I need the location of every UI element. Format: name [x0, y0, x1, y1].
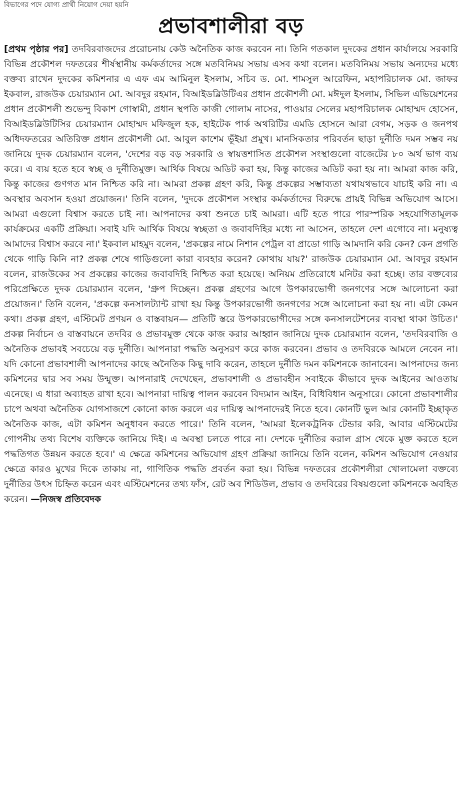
headline: প্রভাবশালীরা বড় — [158, 14, 304, 38]
article-paragraph: তদবিরবাজদের প্ররোচনায় কেউ অনৈতিক কাজ করবেন না। তিনি গতকাল দুদকের প্রধান কার্যালয়ে সরকারি বিভিন্ন প্রকৌশল দফতরের শীর্ষস্থানীয় কর্মকর্তাদের সঙ্গে মতবিনিময় সভায় এসব কথা বলেন। মতবিনিময় সভায় অন্যদের মধ্যে বক্তব্য রাখেন দুদকের কমিশনার এ এফ এম আমিনুল ইসলাম, সচিব ড. মো. শামসুল আরেফিন, মহাপরিচালক মো. জাফর ইকবাল, রাজউক চেয়ারম্যান মো. আবদুর রহমান, বিআইডব্লিউটিএর প্রধান প্রকৌশলী মো. মঈদুল ইসলাম, সিভিল এভিয়েশনের প্রধান প্রকৌশলী শুভেন্দু বিকাশ গোস্বামী, প্রধান স্থপতি কাজী গোলাম নাসের, পাওয়ার সেলের মহাপরিচালক মোহাম্মদ হোসেন, বিআইডব্লিউটিসির চেয়ারম্যান মোহাম্মদ মফিজুল হক, হাইটেক পার্ক অথরিটির এমডি হোসনে আরা বেগম, সড়ক ও জনপথ অধিদফতরের অতিরিক্ত প্রধান প্রকৌশলী মো. আবুল কাশেম ভূঁইয়া প্রমুখ। মানসিকতার পরিবর্তন ছাড়া দুর্নীতি দমন সম্ভব নয় জানিয়ে দুদক চেয়ারম্যান বলেন, 'দেশের বড় বড় সরকারি ও স্বায়ত্তশাসিত প্রকৌশল সংস্থাগুলো বাজেটের ৮০ অর্থ ভাগ ব্যয় করে। এ ব্যয় হতে হবে স্বচ্ছ ও দুর্নীতিমুক্ত। আর্থিক বিষয়ে অডিট করা হয়, কিন্তু কাজের অডিট করা হয় না। আমরা কাজ করি, কিন্তু কাজের গুণগত মান নিশ্চিত করি না। আমরা প্রকল্প গ্রহণ করি, কিন্তু প্রকল্পের সম্ভাব্যতা যথাযথভাবে যাচাই করি না। এ অবস্থার অবসান হওয়া প্রয়োজন।' তিনি বলেন, 'দুদকে প্রকৌশল সংস্থার কর্মকর্তাদের বিরুদ্ধে প্রায়ই বিভিন্ন অভিযোগ আসে। আমরা এগুলো বিশ্বাস করতে চাই না। আপনাদের কথা শুনতে চাই আমরা। এটি হতে পারে পারস্পরিক সহযোগিতামূলক কার্যক্রমের একটি প্রক্রিয়া। সবাই যদি আর্থিক বিষয়ে স্বচ্ছতা ও জবাবদিহির মধ্যে না আসেন, তাহলে দেশ এগোবে না। মনুষ্যত্ব আমাদের বিশ্বাস করবে না।' ইকবাল মাহমুদ বলেন, 'প্রকল্পের নামে নিশান পেট্রল বা প্রাডো গাড়ি আমদানি করি কেন? কেন প্রগতি থেকে গাড়ি কিনি না? প্রকল্প শেষে গাড়িগুলো কারা ব্যবহার করেন? কোথায় যায়?' রাজউক চেয়ারম্যান মো. আবদুর রহমান বলেন, রাজউকের সব প্রকল্পের কাজের জবাবদিহি নিশ্চিত করা হয়েছে। অনিয়ম প্রতিরোধে মনিটর করা হচ্ছে। তার বক্তব্যের পরিপ্রেক্ষিতে দুদক চেয়ারম্যান বলেন, 'গ্রুপ দিচ্ছেন। প্রকল্প গ্রহণের আগে উপকারভোগী জনগণের সঙ্গে আলোচনা করা প্রয়োজন।' তিনি বলেন, 'প্রকল্পে কনসালট্যান্ট রাখা হয় কিন্তু উপকারভোগী জনগণের সঙ্গে আলোচনা করা হয় না। এটা কেমন কথা। প্রকল্প গ্রহণ, এস্টিমেট প্রণয়ন ও বাস্তবায়ন— প্রতিটি স্তরে উপকারভোগীদের সঙ্গে কনসালটেশনের ব্যবস্থা থাকা উচিত।' প্রকল্প নির্বাচন ও বাস্তবায়নে তদবির ও প্রভাবমুক্ত থেকে কাজ করার আহ্বান জানিয়ে দুদক চেয়ারম্যান বলেন, 'তদবিরবাজি ও অনৈতিক প্রভাবই সবচেয়ে বড় দুর্নীতি। আপনারা পদ্ধতি অনুসরণ করে কাজ করবেন। প্রভাব ও তদবিরকে আমলে নেবেন না। যদি কোনো প্রভাবশালী আপনাদের কাছে অনৈতিক কিছু দাবি করেন, তাহলে দুর্নীতি দমন কমিশনকে জানাবেন। আপনাদের জন্য কমিশনের দ্বার সব সময় উন্মুক্ত। আপনারাই দেখেছেন, প্রভাবশালী ও প্রভাবহীন সবাইকে কীভাবে দুদক আইনের আওতায় এনেছে। এ ধারা অব্যাহত রাখা হবে। আপনারা দায়িত্ব পালন করবেন বিদ্যমান আইন, বিধিবিধান অনুসারে। কোনো প্রভাবশালীর চাপে অথবা অনৈতিক যোগসাজশে কোনো কাজ করলে এর দায়িত্ব আপনাদেরই নিতে হবে। কোনটি ভুল আর কোনটি ইচ্ছাকৃত অনৈতিক কাজ, এটা কমিশন অনুধাবন করতে পারে।' তিনি বলেন, 'আমরা ইলেকট্রনিক টেন্ডার করি, আবার এস্টিমেটের গোপনীয় তথ্য বিশেষ ব্যক্তিকে জানিয়ে দিই। এ অবস্থা চলতে পারে না। দেশকে দুর্নীতির করাল গ্রাস থেকে মুক্ত করতে হলে পদ্ধতিগত উন্নয়ন করতে হবে।' এ ক্ষেত্রে কমিশনের অভিযোগ গ্রহণ প্রক্রিয়া জানিয়ে তিনি বলেন, কমিশন অভিযোগ নেওয়ার ক্ষেত্রে কারও মুখের দিকে তাকায় না, গাণিতিক পদ্ধতি প্রবর্তন করা হয়। বিভিন্ন দফতরের প্রকৌশলীরা খোলামেলা বক্তব্যে দুর্নীতির উৎস চিহ্নিত করেন এবং এস্টিমেশনের তথ্য ফাঁস, রেট অব শিডিউল, প্রভাব ও তদবিরের বিষয়গুলো কমিশনকে অবহিত করেন। — [4, 44, 459, 505]
article-body — [4, 42, 458, 507]
continuation-marker: [প্রথম পৃষ্ঠার পর] — [4, 44, 72, 55]
previous-article-fragment: বিভাগের পদে যোগ্য প্রার্থী নিয়োগ দেয়া হয়নি — [4, 1, 129, 9]
byline: —নিজস্ব প্রতিবেদক — [30, 494, 102, 505]
